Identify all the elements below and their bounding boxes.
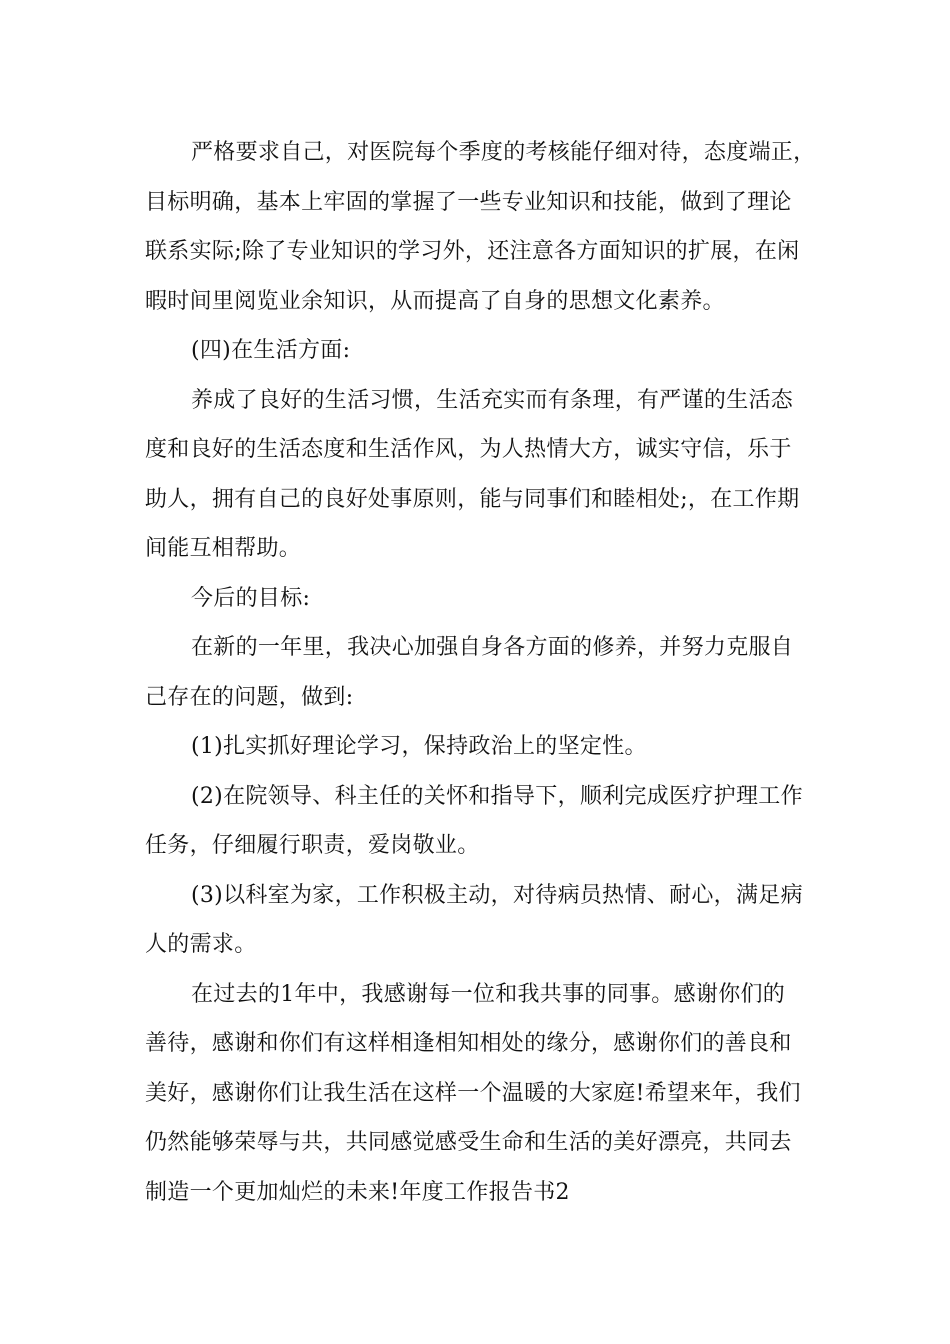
- text-line: 美好，感谢你们让我生活在这样一个温暖的大家庭!希望来年，我们: [145, 1080, 801, 1106]
- text-line: 在过去的1年中，我感谢每一位和我共事的同事。感谢你们的: [191, 981, 786, 1007]
- text-line: 人的需求。: [145, 932, 257, 957]
- text-line: 间能互相帮助。: [145, 536, 302, 561]
- text-line: 暇时间里阅览业余知识，从而提高了自身的思想文化素养。: [145, 288, 725, 314]
- text-line: 严格要求自己，对医院每个季度的考核能仔细对待，态度端正，: [191, 140, 816, 165]
- paragraph-study: [145, 128, 816, 326]
- text-line: 联系实际;除了专业知识的学习外，还注意各方面知识的扩展，在闲: [145, 239, 800, 264]
- text-line: 助人，拥有自己的良好处事原则，能与同事们和睦相处;，在工作期: [145, 486, 800, 512]
- text-line: 仍然能够荣辱与共，共同感觉感受生命和生活的美好漂亮，共同去: [145, 1130, 792, 1155]
- text-line: (2)在院领导、科主任的关怀和指导下，顺利完成医疗护理工作: [191, 783, 803, 809]
- section-heading-life: [145, 326, 810, 376]
- text-line: 善待，感谢和你们有这样相逢相知相处的缘分，感谢你们的善良和: [145, 1031, 792, 1056]
- text-line: 养成了良好的生活习惯，生活充实而有条理，有严谨的生活态: [191, 387, 794, 413]
- text-line: 己存在的问题，做到:: [145, 684, 354, 710]
- text-line: 度和良好的生活态度和生活作风，为人热情大方，诚实守信，乐于: [145, 437, 792, 462]
- paragraph-goals-intro: [145, 623, 810, 722]
- paragraph-life: [145, 376, 810, 574]
- text-line: 任务，仔细履行职责，爱岗敬业。: [145, 833, 480, 858]
- paragraph-thanks: [145, 970, 810, 1218]
- list-item-goal-1: [145, 722, 810, 772]
- list-item-goal-2: [145, 772, 810, 871]
- list-item-goal-3: [145, 871, 810, 970]
- text-line: (3)以科室为家，工作积极主动，对待病员热情、耐心，满足病: [191, 882, 803, 908]
- section-heading-goals: [145, 574, 810, 624]
- text-line: (1)扎实抓好理论学习，保持政治上的坚定性。: [191, 734, 647, 759]
- text-line: 今后的目标:: [191, 585, 311, 611]
- text-line: (四)在生活方面:: [191, 338, 351, 363]
- text-line: 制造一个更加灿烂的未来!年度工作报告书2: [145, 1179, 570, 1205]
- text-line: 目标明确，基本上牢固的掌握了一些专业知识和技能，做到了理论: [145, 189, 792, 215]
- document-body: [145, 128, 816, 1217]
- text-line: 在新的一年里，我决心加强自身各方面的修养，并努力克服自: [191, 635, 794, 660]
